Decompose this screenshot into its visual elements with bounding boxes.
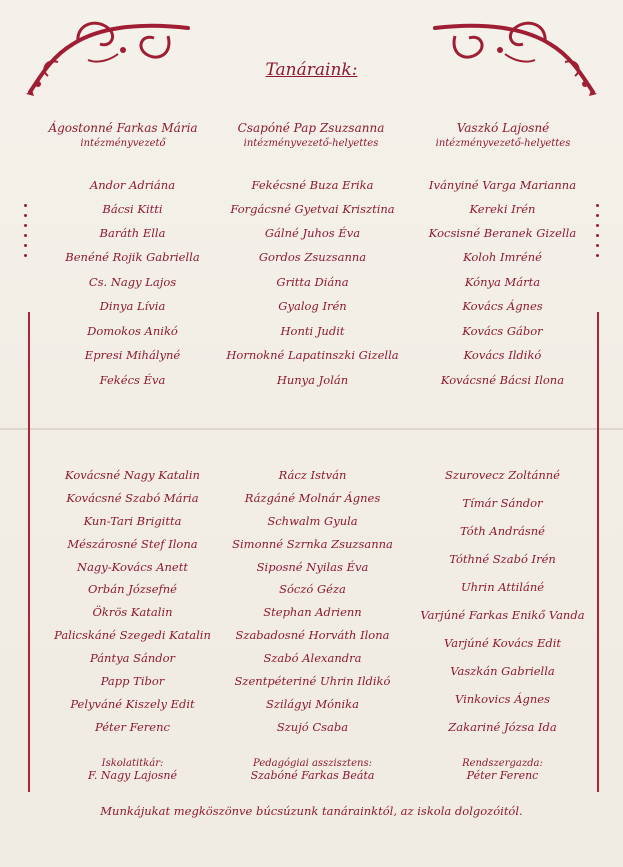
teacher-name: Stephan Adrienn xyxy=(263,605,362,619)
teacher-name: Gyalog Irén xyxy=(278,299,347,313)
staff-role: Iskolatitkár: xyxy=(101,758,164,769)
teacher-name: Kovácsné Szabó Mária xyxy=(66,491,199,505)
teacher-name: Orbán Józsefné xyxy=(88,582,177,596)
teacher-name: Fekécsné Buza Erika xyxy=(251,178,374,192)
teacher-name: Tóthné Szabó Irén xyxy=(449,552,556,566)
closing-message: Munkájukat megköszönve búcsúzunk tanárainktól, az iskola dolgozóitól. xyxy=(100,804,523,818)
teacher-name: Papp Tibor xyxy=(100,674,165,688)
teacher-name: Epresi Mihályné xyxy=(84,348,181,362)
teacher-name: Domokos Anikó xyxy=(87,324,178,338)
teacher-name: Uhrin Attiláné xyxy=(460,580,545,594)
teacher-name: Gritta Diána xyxy=(276,275,349,289)
right-flourish-ornament xyxy=(430,14,605,104)
teacher-name: Gordos Zsuzsanna xyxy=(258,250,367,264)
teacher-name: Iványiné Varga Marianna xyxy=(428,178,577,192)
teacher-name: Gálné Juhos Éva xyxy=(264,226,361,240)
teacher-name: Dinya Lívia xyxy=(99,299,166,313)
teacher-name: Szujó Csaba xyxy=(276,720,349,734)
teacher-name: Zakariné Józsa Ida xyxy=(448,720,557,734)
teacher-name: Péter Ferenc xyxy=(95,720,170,734)
teacher-name: Kovács Ildikó xyxy=(463,348,542,362)
teacher-name: Szabadosné Horváth Ilona xyxy=(235,628,390,642)
leader-3 xyxy=(398,121,608,151)
leader-role: intézményvezető-helyettes xyxy=(435,138,571,149)
leader-role: intézményvezető xyxy=(80,138,166,149)
staff-assistant xyxy=(205,758,420,782)
leader-name: Vaszkó Lajosné xyxy=(456,121,550,135)
teacher-name: Kónya Márta xyxy=(464,275,541,289)
page-title: Tanáraink: xyxy=(265,60,358,80)
teacher-name: Pántya Sándor xyxy=(89,651,176,665)
leader-name: Ágostonné Farkas Mária xyxy=(48,121,198,135)
teacher-name: Andor Adriána xyxy=(89,178,176,192)
teacher-name: Tóth Andrásné xyxy=(460,524,545,538)
teacher-name: Kocsisné Beranek Gizella xyxy=(428,226,577,240)
staff-role: Pedagógiai asszisztens: xyxy=(253,758,372,769)
teacher-name: Varjúné Farkas Enikő Vanda xyxy=(420,608,585,622)
teacher-name: Vaszkán Gabriella xyxy=(450,664,555,678)
teacher-name: Sóczó Géza xyxy=(279,582,346,596)
teacher-name: Kun-Tari Brigitta xyxy=(83,514,182,528)
teacher-name: Koloh Imréné xyxy=(463,250,542,264)
teacher-name: Kereki Irén xyxy=(469,202,536,216)
teacher-name: Hornokné Lapatinszki Gizella xyxy=(226,348,399,362)
teacher-name: Fekécs Éva xyxy=(99,373,166,387)
teacher-name: Varjúné Kovács Edit xyxy=(443,636,562,650)
teacher-name: Szilágyi Mónika xyxy=(266,697,359,711)
teacher-name: Honti Judit xyxy=(280,324,345,338)
teacher-name: Szentpéteriné Uhrin Ildikó xyxy=(234,674,391,688)
staff-role: Rendszergazda: xyxy=(462,758,543,769)
teacher-name: Szurovecz Zoltánné xyxy=(445,468,560,482)
teacher-name: Schwalm Gyula xyxy=(267,514,358,528)
leader-2 xyxy=(206,121,416,151)
teacher-name: Kovács Gábor xyxy=(462,324,543,338)
teacher-name: Cs. Nagy Lajos xyxy=(88,275,177,289)
teacher-name: Nagy-Kovács Anett xyxy=(77,560,188,574)
staff-name: Péter Ferenc xyxy=(466,769,539,782)
teacher-name: Simonné Szrnka Zsuzsanna xyxy=(232,537,393,551)
teacher-name: Mészárosné Stef Ilona xyxy=(67,537,198,551)
teacher-name: Pelyváné Kiszely Edit xyxy=(70,697,195,711)
staff-name: F. Nagy Lajosné xyxy=(88,769,177,782)
teacher-name: Bácsi Kitti xyxy=(102,202,163,216)
teacher-name: Ökrös Katalin xyxy=(92,605,173,619)
leader-name: Csapóné Pap Zsuzsanna xyxy=(237,121,385,135)
teacher-name: Forgácsné Gyetvai Krisztina xyxy=(230,202,395,216)
teacher-name: Kovácsné Bácsi Ilona xyxy=(440,373,565,387)
teacher-name: Hunya Jolán xyxy=(276,373,349,387)
teacher-name: Rácz István xyxy=(278,468,347,482)
staff-name: Szabóné Farkas Beáta xyxy=(250,769,375,782)
teacher-name: Baráth Ella xyxy=(99,226,166,240)
teacher-name: Benéné Rojik Gabriella xyxy=(65,250,200,264)
teacher-name: Tímár Sándor xyxy=(462,496,543,510)
teacher-name: Palicskáné Szegedi Katalin xyxy=(54,628,211,642)
left-flourish-ornament xyxy=(18,14,193,104)
leader-1 xyxy=(18,121,228,151)
leader-role: intézményvezető-helyettes xyxy=(243,138,379,149)
teacher-name: Szabó Alexandra xyxy=(263,651,362,665)
teacher-name: Siposné Nyilas Éva xyxy=(256,560,369,574)
teacher-name: Kovácsné Nagy Katalin xyxy=(65,468,200,482)
teacher-name: Kovács Ágnes xyxy=(462,299,543,313)
teacher-name: Vinkovics Ágnes xyxy=(454,692,551,706)
teacher-name: Rázgáné Molnár Ágnes xyxy=(244,491,381,505)
staff-sysadmin xyxy=(395,758,610,782)
fold-line xyxy=(0,428,623,430)
